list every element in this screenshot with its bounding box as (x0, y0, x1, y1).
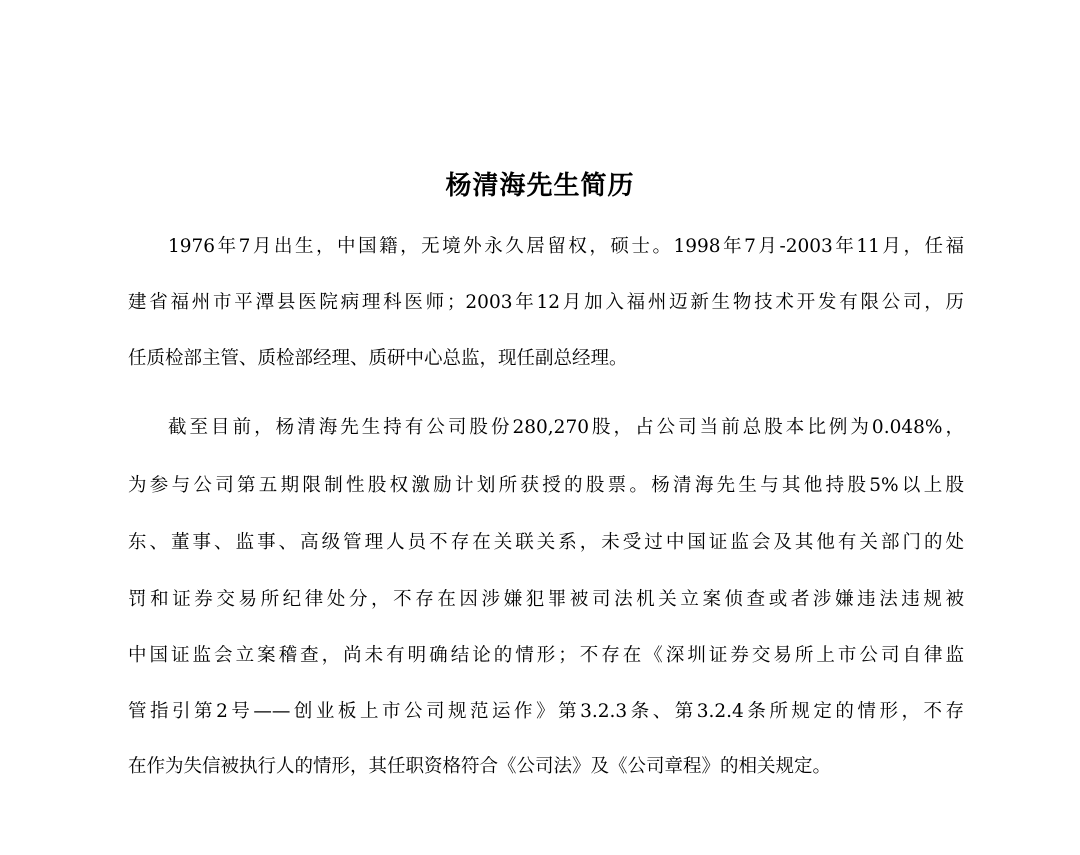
paragraph-2-line-7: 在作为失信被执行人的情形，其任职资格符合《公司法》及《公司章程》的相关规定。 (128, 756, 832, 777)
paragraph-1-line-1: 1976年7月出生，中国籍，无境外永久居留权，硕士。1998年7月-2003年11月，任福 (168, 236, 964, 257)
paragraph-2-line-2: 为参与公司第五期限制性股权激励计划所获授的股票。杨清海先生与其他持股5%以上股 (128, 475, 964, 496)
paragraph-2-line-6: 管指引第2号——创业板上市公司规范运作》第3.2.3条、第3.2.4条所规定的情形，不存 (128, 701, 964, 722)
paragraph-2-line-1: 截至目前，杨清海先生持有公司股份280,270股，占公司当前总股本比例为0.048%， (168, 417, 964, 438)
paragraph-1-line-3: 任质检部主管、质检部经理、质研中心总监，现任副总经理。 (128, 348, 628, 369)
paragraph-2-line-3: 东、董事、监事、高级管理人员不存在关联关系，未受过中国证监会及其他有关部门的处 (128, 532, 964, 553)
paragraph-2-line-5: 中国证监会立案稽查，尚未有明确结论的情形；不存在《深圳证券交易所上市公司自律监 (128, 645, 964, 666)
paragraph-2-line-4: 罚和证券交易所纪律处分，不存在因涉嫌犯罪被司法机关立案侦查或者涉嫌违法违规被 (128, 589, 964, 610)
page-title: 杨清海先生简历 (445, 171, 635, 201)
paragraph-1-line-2: 建省福州市平潭县医院病理科医师；2003年12月加入福州迈新生物技术开发有限公司，历 (128, 292, 964, 313)
